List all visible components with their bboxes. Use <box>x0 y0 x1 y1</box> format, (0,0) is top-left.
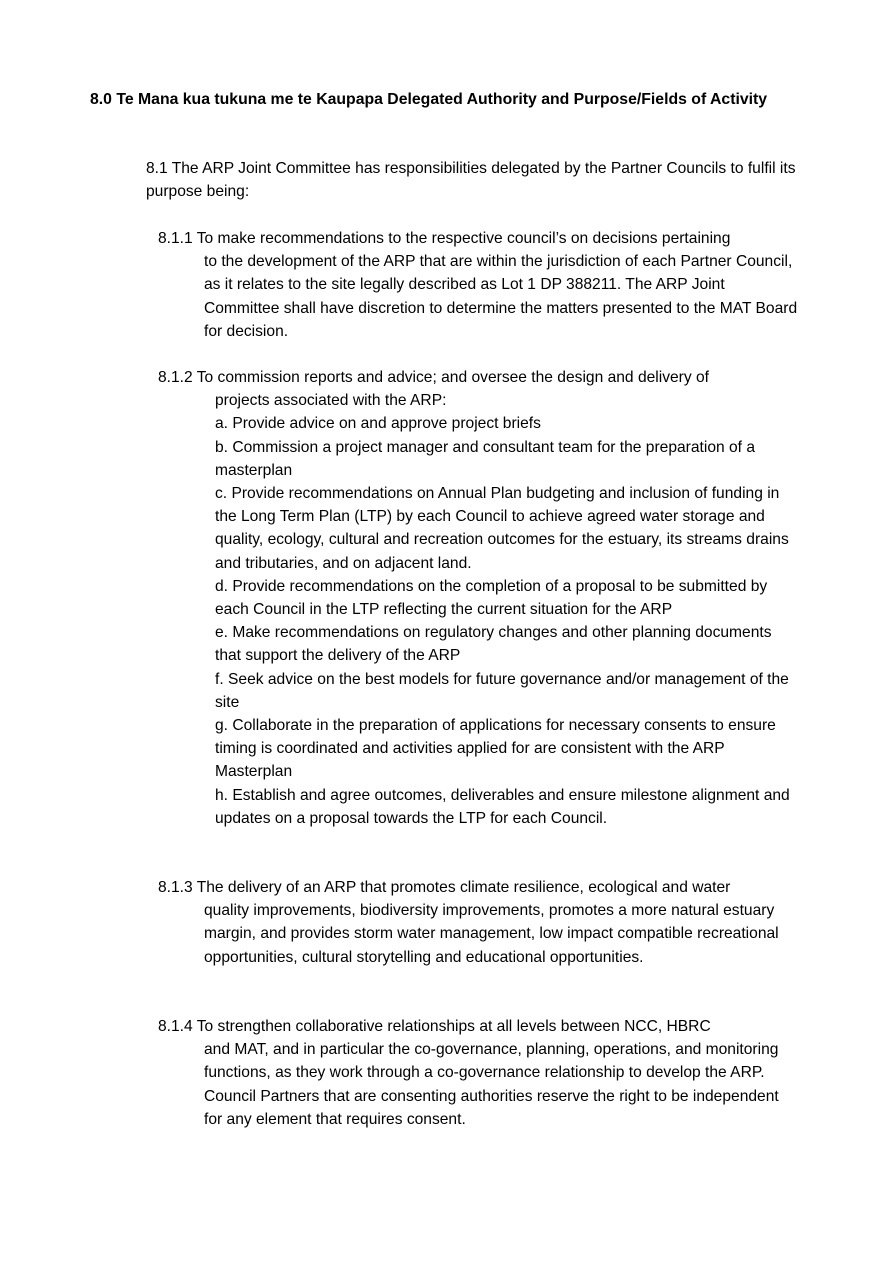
list-item: d. Provide recommendations on the completion of a proposal to be submitted by each Council in the LTP reflecting the current situation for the ARP <box>215 577 768 619</box>
clause-body: and MAT, and in particular the co-governance, planning, operations, and monitoring functions, as they work through a co-governance relationship to develop the ARP. Council Partners that are consenting authorities reserve the right to be independent for any element that requires consent. <box>204 1041 779 1128</box>
list-item: e. Make recommendations on regulatory changes and other planning documents that support the delivery of the ARP <box>215 624 772 665</box>
list-item: b. Commission a project manager and consultant team for the preparation of a masterplan <box>215 438 756 479</box>
list-item: f. Seek advice on the best models for future governance and/or management of the site <box>215 670 789 711</box>
clause-8-1-2 <box>158 366 798 830</box>
clause-first-line: 8.1.2 To commission reports and advice; and oversee the design and delivery of <box>158 369 710 386</box>
clause-first-line: 8.1.3 The delivery of an ARP that promotes climate resilience, ecological and water <box>158 879 731 896</box>
clause-body: to the development of the ARP that are within the jurisdiction of each Partner Council, as it relates to the site legally described as Lot 1 DP 388211. The ARP Joint Committee shall have discretion to determine the matters presented to the MAT Board for decision. <box>204 253 798 340</box>
clause-8-1-4 <box>158 1015 798 1131</box>
clause-body: quality improvements, biodiversity improvements, promotes a more natural estuary margin, and provides storm water management, low impact compatible recreational opportunities, cultural storytelling and educational opportunities. <box>204 902 779 966</box>
list-item: a. Provide advice on and approve project briefs <box>215 415 541 433</box>
clause-first-line: 8.1.1 To make recommendations to the respective council’s on decisions pertaining <box>158 230 731 247</box>
clause-8-1-3 <box>158 876 798 969</box>
clause-8-1-1 <box>158 227 798 343</box>
section-heading: 8.0 Te Mana kua tukuna me te Kaupapa Delegated Authority and Purpose/Fields of Activity <box>90 91 768 108</box>
list-item: g. Collaborate in the preparation of applications for necessary consents to ensure timing is coordinated and activities applied for are consistent with the ARP Masterplan <box>215 717 776 781</box>
intro-paragraph: 8.1 The ARP Joint Committee has responsibilities delegated by the Partner Councils to fulfil its purpose being: <box>146 160 796 201</box>
clause-first-line: 8.1.4 To strengthen collaborative relationships at all levels between NCC, HBRC <box>158 1018 711 1035</box>
list-item: c. Provide recommendations on Annual Plan budgeting and inclusion of funding in the Long Term Plan (LTP) by each Council to achieve agreed water storage and quality, ecology, cultural and recreation outcomes for the estuary, its streams drains and tributaries, and on adjacent land. <box>215 485 789 572</box>
clause-body: projects associated with the ARP: <box>215 392 447 410</box>
list-item: h. Establish and agree outcomes, deliverables and ensure milestone alignment and updates on a proposal towards the LTP for each Council. <box>215 786 790 827</box>
